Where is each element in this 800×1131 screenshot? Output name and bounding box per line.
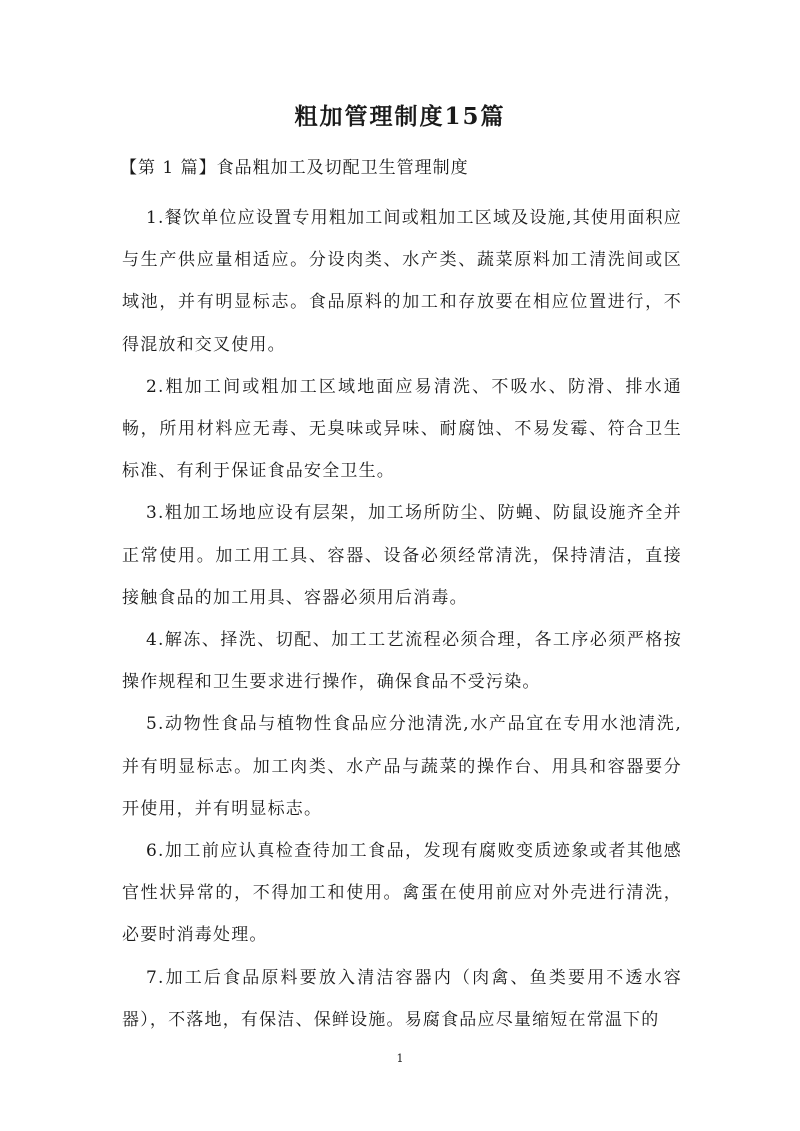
paragraph-3: 3.粗加工场地应设有层架，加工场所防尘、防蝇、防鼠设施齐全并正常使用。加工用工具、容器、设备必须经常清洗，保持清洁，直接接触食品的加工用具、容器必须用后消毒。: [122, 503, 682, 608]
page-number: 1: [396, 1052, 404, 1065]
paragraph-1: 1.餐饮单位应设置专用粗加工间或粗加工区域及设施,其使用面积应与生产供应量相适应。分设肉类、水产类、蔬菜原料加工清洗间或区域池，并有明显标志。食品原料的加工和存放要在相应位置进行，不得混放和交叉使用。: [122, 208, 682, 355]
section-heading: 【第 1 篇】食品粗加工及切配卫生管理制度: [120, 158, 469, 178]
paragraph-7: 7.加工后食品原料要放入清洁容器内（肉禽、鱼类要用不透水容器），不落地，有保洁、保鲜设施。易腐食品应尽量缩短在常温下的: [122, 967, 682, 1030]
document-title: 粗加管理制度15篇: [294, 103, 506, 130]
paragraph-2: 2.粗加工间或粗加工区域地面应易清洗、不吸水、防滑、排水通畅，所用材料应无毒、无臭味或异味、耐腐蚀、不易发霉、符合卫生标准、有利于保证食品安全卫生。: [122, 376, 682, 482]
document-body: [122, 197, 682, 1041]
paragraph-4: 4.解冻、择洗、切配、加工工艺流程必须合理，各工序必须严格按操作规程和卫生要求进行操作，确保食品不受污染。: [122, 630, 682, 693]
paragraph-5: 5.动物性食品与植物性食品应分池清洗,水产品宜在专用水池清洗,并有明显标志。加工肉类、水产品与蔬菜的操作台、用具和容器要分开使用，并有明显标志。: [122, 714, 682, 819]
paragraph-6: 6.加工前应认真检查待加工食品，发现有腐败变质迹象或者其他感官性状异常的，不得加工和使用。禽蛋在使用前应对外壳进行清洗，必要时消毒处理。: [122, 841, 682, 946]
